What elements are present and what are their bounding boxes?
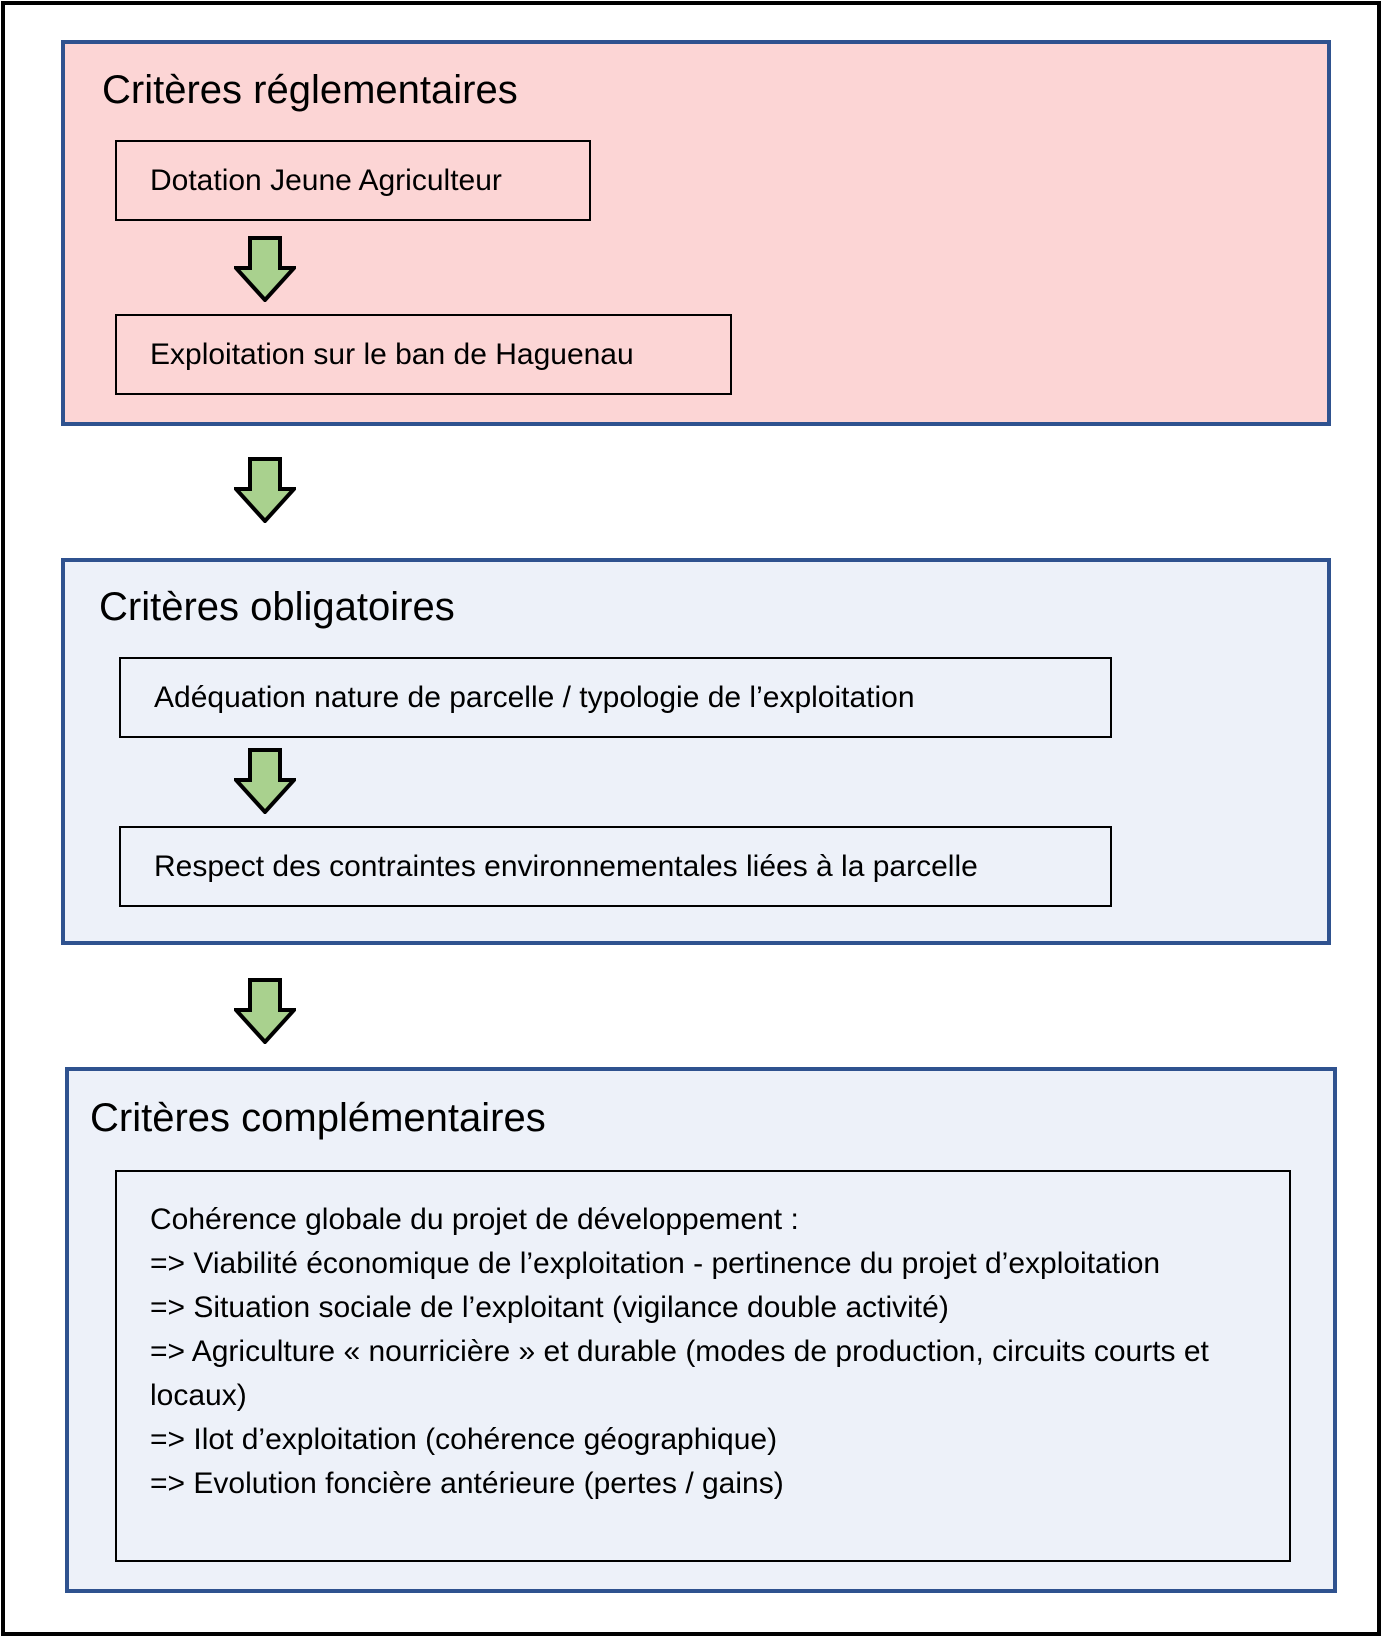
- box-exploitation-ban-haguenau: Exploitation sur le ban de Haguenau: [115, 314, 732, 395]
- box-coherence-globale-projet: [115, 1170, 1291, 1562]
- arrow-down-icon: [234, 236, 296, 302]
- arrow-down-icon: [234, 748, 296, 814]
- text-line: => Ilot d’exploitation (cohérence géographique): [150, 1423, 778, 1456]
- box-adequation-nature-parcelle: Adéquation nature de parcelle / typologie de l’exploitation: [119, 657, 1112, 738]
- text-line: Cohérence globale du projet de développement :: [150, 1203, 799, 1236]
- box-dotation-jeune-agriculteur: Dotation Jeune Agriculteur: [115, 140, 591, 221]
- text-line: => Evolution foncière antérieure (pertes / gains): [150, 1467, 784, 1500]
- text-line: => Agriculture « nourricière » et durable (modes de production, circuits courts et locaux): [150, 1335, 1209, 1412]
- text-line: => Viabilité économique de l’exploitation - pertinence du projet d’exploitation: [150, 1247, 1161, 1280]
- arrow-down-icon: [234, 978, 296, 1044]
- section-title-reglementaires: Critères réglementaires: [102, 68, 518, 112]
- section-title-obligatoires: Critères obligatoires: [99, 585, 455, 629]
- arrow-down-icon: [234, 457, 296, 523]
- text-line: => Situation sociale de l’exploitant (vigilance double activité): [150, 1291, 949, 1324]
- box-respect-contraintes-environnementales: Respect des contraintes environnementales liées à la parcelle: [119, 826, 1112, 907]
- section-title-complementaires: Critères complémentaires: [90, 1096, 546, 1140]
